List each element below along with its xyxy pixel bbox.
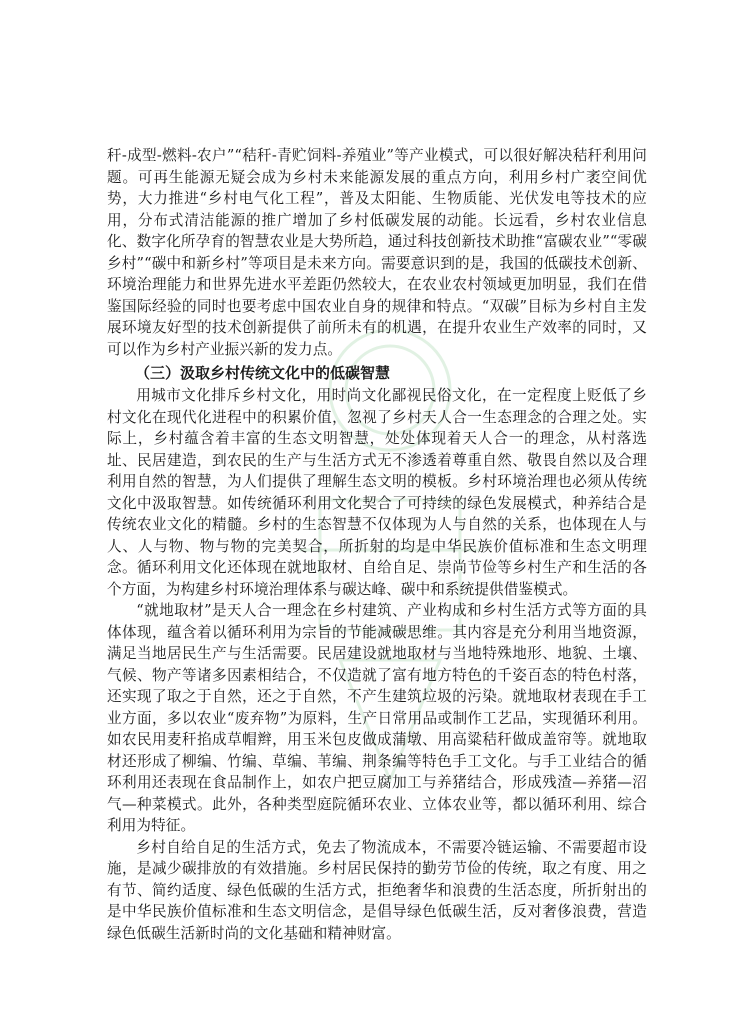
- paragraph: 秆-成型-燃料-农户”“秸秆-青贮饲料-养殖业”等产业模式，可以很好解决秸秆利用问题。可再生能源无疑会成为乡村未来能源发展的重点方向，利用乡村广袤空间优势，大力推进“乡村电气化工程”，普及太阳能、生物质能、光伏发电等技术的应用，分布式清洁能源的推广增加了乡村低碳发展的动能。长远看，乡村农业信息化、数字化所孕育的智慧农业是大势所趋，通过科技创新技术助推“富碳农业”“零碳乡村”“碳中和新乡村”等项目是未来方向。需要意识到的是，我国的低碳技术创新、环境治理能力和世界先进水平差距仍然较大，在农业农村领域更加明显，我们在借鉴国际经验的同时也要考虑中国农业自身的规律和特点。“双碳”目标为乡村自主发展环境友好型的技术创新提供了前所未有的机遇，在提升农业生产效率的同时，又可以作为乡村产业振兴新的发力点。: [107, 147, 647, 358]
- paragraph: 乡村自给自足的生活方式，免去了物流成本，不需要冷链运输、不需要超市设施，是减少碳排放的有效措施。乡村居民保持的勤劳节俭的传统，取之有度、用之有节、简约适度、绿色低碳的生活方式，拒绝奢华和浪费的生活态度，所折射出的是中华民族价值标准和生态文明信念，是倡导绿色低碳生活，反对奢侈浪费，营造绿色低碳生活新时尚的文化基础和精神财富。: [107, 838, 647, 942]
- paragraph: “就地取材”是天人合一理念在乡村建筑、产业构成和乡村生活方式等方面的具体体现，蕴含着以循环利用为宗旨的节能减碳思维。其内容是充分利用当地资源，满足当地居民生产与生活需要。民居建设就地取材与当地特殊地形、地貌、土壤、气候、物产等诸多因素相结合，不仅造就了富有地方特色的千姿百态的特色村落，还实现了取之于自然，还之于自然，不产生建筑垃圾的污染。就地取材表现在手工业方面，多以农业“废弃物”为原料，生产日常用品或制作工艺品，实现循环利用。如农民用麦秆掐成草帽辫，用玉米包皮做成蒲墩、用高粱秸秆做成盖帘等。就地取材还形成了柳编、竹编、草编、苇编、荆条编等特色手工文化。与手工业结合的循环利用还表现在食品制作上，如农户把豆腐加工与养猪结合，形成残渣—养猪—沼气—种菜模式。此外，各种类型庭院循环农业、立体农业等，都以循环利用、综合利用为特征。: [107, 602, 647, 834]
- paragraph: 用城市文化排斥乡村文化，用时尚文化鄙视民俗文化，在一定程度上贬低了乡村文化在现代化进程中的积累价值，忽视了乡村天人合一生态理念的合理之处。实际上，乡村蕴含着丰富的生态文明智慧，处处体现着天人合一的理念，从村落选址、民居建造，到农民的生产与生活方式无不渗透着尊重自然、敬畏自然以及合理利用自然的智慧，为人们提供了理解生态文明的模板。乡村环境治理也必须从传统文化中汲取智慧。如传统循环利用文化契合了可持续的绿色发展模式，种养结合是传统农业文化的精髓。乡村的生态智慧不仅体现为人与自然的关系，也体现在人与人、人与物、物与物的完美契合，所折射的均是中华民族价值标准和生态文明理念。循环利用文化还体现在就地取材、自给自足、崇尚节俭等乡村生产和生活的各个方面，为构建乡村环境治理体系与碳达峰、碳中和系统提供借鉴模式。: [107, 387, 647, 598]
- section-heading: （三）汲取乡村传统文化中的低碳智慧: [135, 364, 391, 382]
- document-page: [107, 145, 647, 944]
